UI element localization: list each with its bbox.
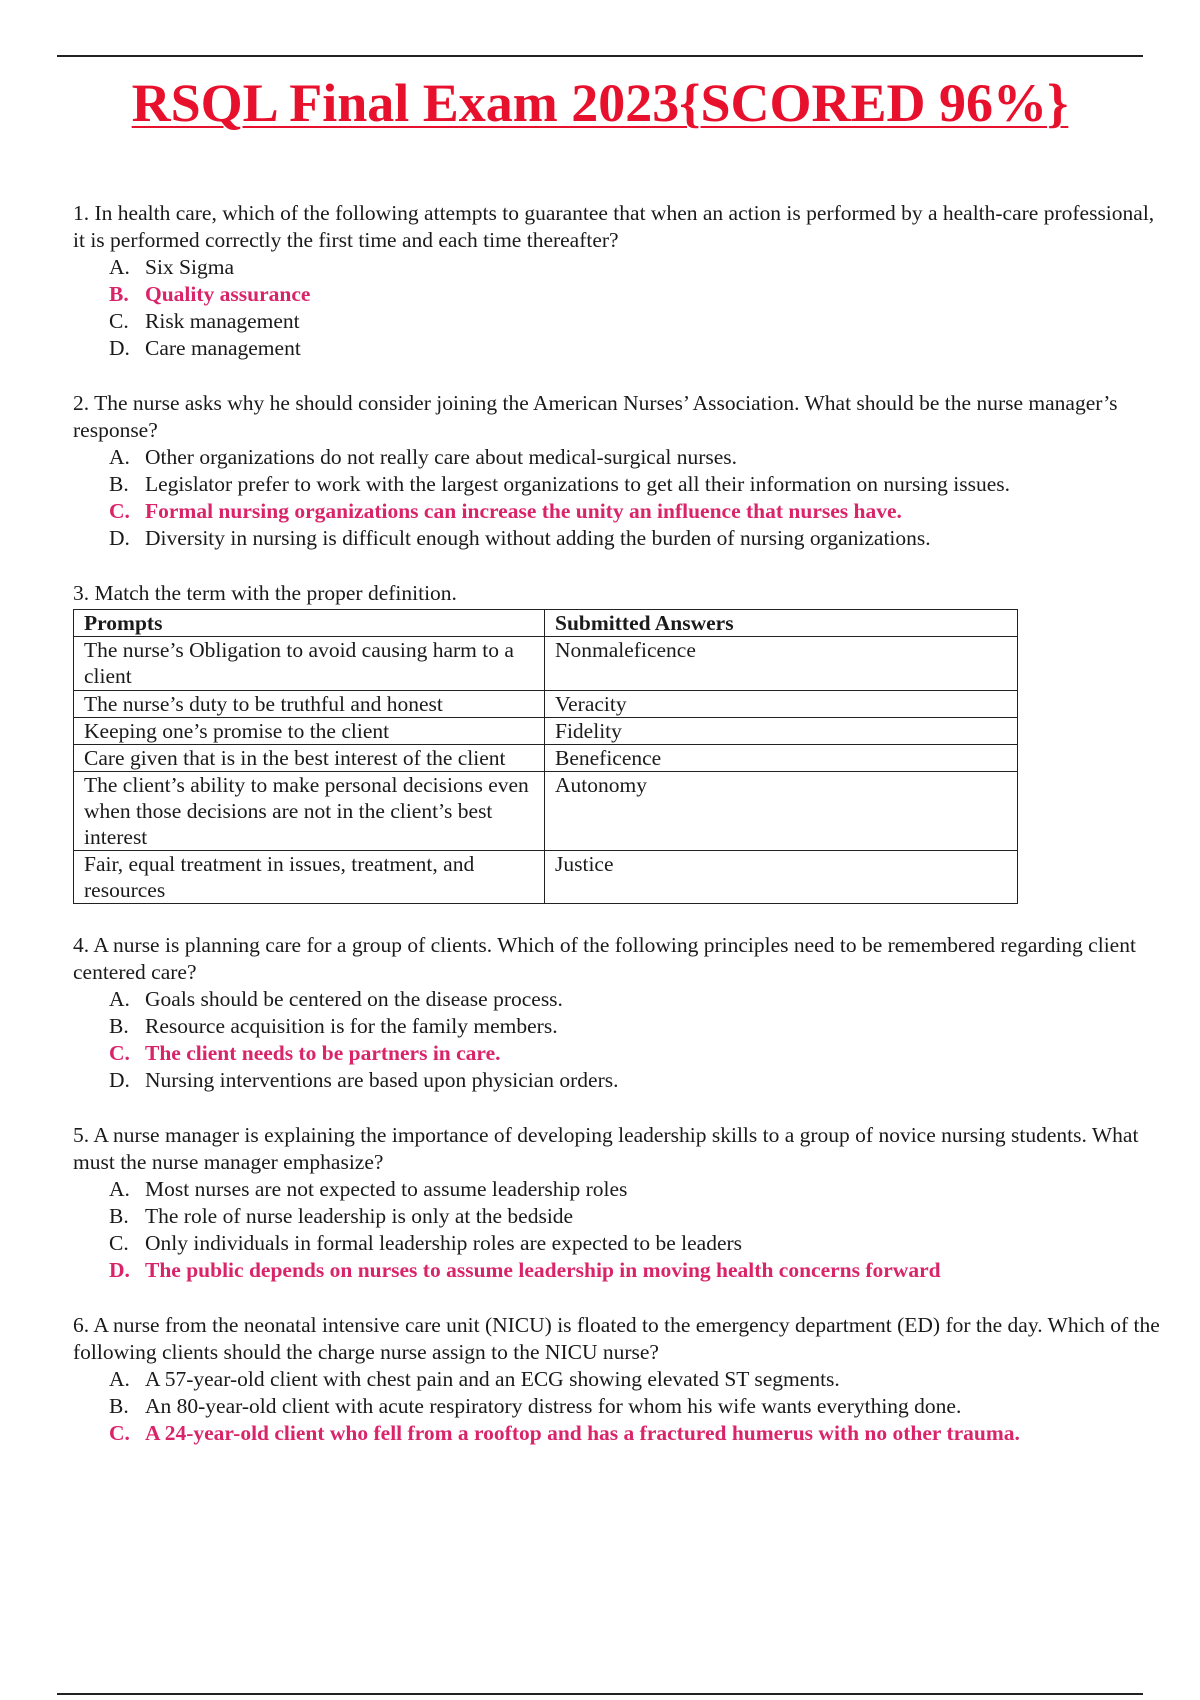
option-b: B. The role of nurse leadership is only at the bedside [109,1204,574,1228]
question-6 [73,1312,1163,1447]
question-text: 6. A nurse from the neonatal intensive care unit (NICU) is floated to the emergency department (ED) for the day. Which of the following clients should the charge nurse assign to the NICU nurse? [73,1313,1160,1364]
option-a: A. A 57-year-old client with chest pain and an ECG showing elevated ST segments. [109,1367,840,1391]
table-row [74,745,1018,772]
prompt-cell: The nurse’s Obligation to avoid causing harm to a client [74,637,545,691]
question-3 [73,580,1163,904]
matching-table [73,609,1018,904]
table-row [74,772,1018,851]
option-a: A. Most nurses are not expected to assume leadership roles [109,1177,628,1201]
question-4 [73,932,1163,1094]
option-b-correct: B. Quality assurance [109,282,311,306]
option-list [73,1366,1163,1447]
answer-cell: Autonomy [545,772,1018,851]
top-rule [57,55,1143,57]
option-d: D. Diversity in nursing is difficult enough without adding the burden of nursing organizations. [109,526,931,550]
option-a: A. Goals should be centered on the disease process. [109,987,563,1011]
option-b: B. An 80-year-old client with acute respiratory distress for whom his wife wants everything done. [109,1394,962,1418]
option-list [73,1176,1163,1284]
option-a: A. Six Sigma [109,255,235,279]
header-prompts: Prompts [74,610,545,637]
prompt-cell: The client’s ability to make personal decisions even when those decisions are not in the client’s best interest [74,772,545,851]
question-text: 3. Match the term with the proper definition. [73,581,457,605]
option-c: C. Only individuals in formal leadership roles are expected to be leaders [109,1231,743,1255]
option-list [73,444,1163,552]
prompt-cell: Keeping one’s promise to the client [74,718,545,745]
table-row [74,637,1018,691]
prompt-cell: Care given that is in the best interest of the client [74,745,545,772]
header-answers: Submitted Answers [545,610,1018,637]
question-text: 4. A nurse is planning care for a group of clients. Which of the following principles need to be remembered regarding client centered care? [73,933,1136,984]
answer-cell: Veracity [545,691,1018,718]
prompt-cell: The nurse’s duty to be truthful and honest [74,691,545,718]
option-c-correct: C. The client needs to be partners in care. [109,1041,501,1065]
question-text: 1. In health care, which of the following attempts to guarantee that when an action is performed by a health-care professional, it is performed correctly the first time and each time thereafter? [73,201,1155,252]
question-1 [73,200,1163,362]
table-row [74,691,1018,718]
table-row [74,851,1018,904]
prompt-cell: Fair, equal treatment in issues, treatment, and resources [74,851,545,904]
option-c-correct: C. A 24-year-old client who fell from a rooftop and has a fractured humerus with no other trauma. [109,1421,1020,1445]
option-list [73,254,1163,362]
option-d-correct: D. The public depends on nurses to assume leadership in moving health concerns forward [109,1258,941,1282]
question-5 [73,1122,1163,1284]
option-c: C. Risk management [109,309,300,333]
answer-cell: Justice [545,851,1018,904]
answer-cell: Nonmaleficence [545,637,1018,691]
option-b: B. Legislator prefer to work with the largest organizations to get all their information on nursing issues. [109,472,1010,496]
question-2 [73,390,1163,552]
bottom-rule [57,1693,1143,1695]
question-text: 2. The nurse asks why he should consider joining the American Nurses’ Association. What should be the nurse manager’s response? [73,391,1118,442]
answer-cell: Beneficence [545,745,1018,772]
answer-cell: Fidelity [545,718,1018,745]
option-c-correct: C. Formal nursing organizations can increase the unity an influence that nurses have. [109,499,902,523]
table-row [74,718,1018,745]
option-a: A. Other organizations do not really care about medical-surgical nurses. [109,445,738,469]
option-b: B. Resource acquisition is for the family members. [109,1014,558,1038]
question-text: 5. A nurse manager is explaining the importance of developing leadership skills to a group of novice nursing students. What must the nurse manager emphasize? [73,1123,1139,1174]
option-list [73,986,1163,1094]
exam-content [73,200,1163,1447]
page-title: RSQL Final Exam 2023{SCORED 96%} [131,73,1069,133]
table-header-row [74,610,1018,637]
option-d: D. Care management [109,336,301,360]
option-d: D. Nursing interventions are based upon physician orders. [109,1068,619,1092]
